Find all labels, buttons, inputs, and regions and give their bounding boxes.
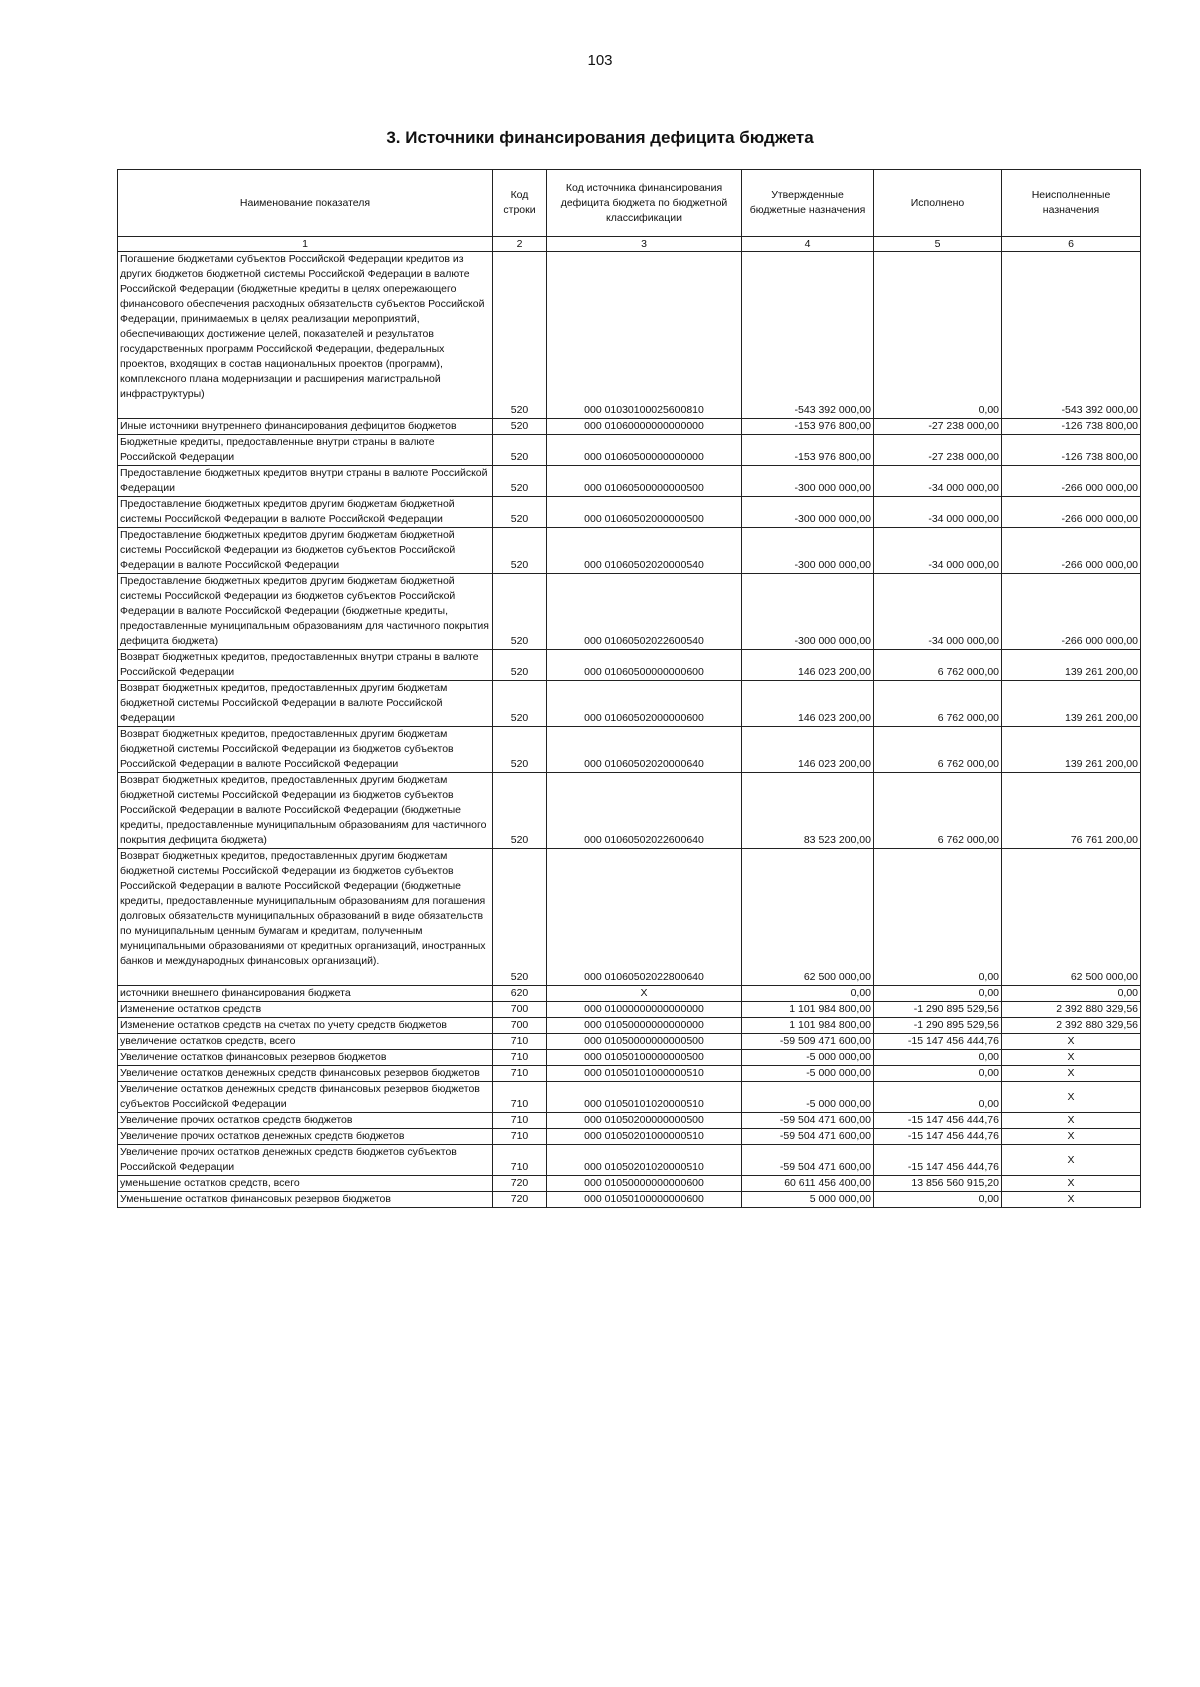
report-table bbox=[117, 169, 1141, 1208]
unexecuted-amount-cell: -543 392 000,00 bbox=[1002, 252, 1141, 419]
executed-amount-cell: -15 147 456 444,76 bbox=[874, 1145, 1002, 1176]
executed-amount-cell: 0,00 bbox=[874, 986, 1002, 1002]
header-unexecuted: Неисполненные назначения bbox=[1002, 170, 1141, 237]
line-code-cell: 520 bbox=[493, 574, 547, 650]
indicator-name-cell: уменьшение остатков средств, всего bbox=[118, 1176, 493, 1192]
table-row bbox=[118, 650, 1141, 681]
executed-amount-cell: 0,00 bbox=[874, 252, 1002, 419]
line-code-cell: 520 bbox=[493, 849, 547, 986]
table-row bbox=[118, 849, 1141, 986]
indicator-name-cell: Предоставление бюджетных кредитов внутри страны в валюте Российской Федерации bbox=[118, 466, 493, 497]
indicator-name-cell: Возврат бюджетных кредитов, предоставленных другим бюджетам бюджетной системы Российской Федерации в валюте Российской Федерации bbox=[118, 681, 493, 727]
line-code-cell: 520 bbox=[493, 466, 547, 497]
table-row bbox=[118, 252, 1141, 419]
column-number: 2 bbox=[493, 237, 547, 252]
unexecuted-amount-cell: X bbox=[1002, 1129, 1141, 1145]
line-code-cell: 710 bbox=[493, 1050, 547, 1066]
indicator-name-cell: Иные источники внутреннего финансирования дефицитов бюджетов bbox=[118, 419, 493, 435]
unexecuted-amount-cell: 76 761 200,00 bbox=[1002, 773, 1141, 849]
line-code-cell: 520 bbox=[493, 727, 547, 773]
unexecuted-amount-cell: X bbox=[1002, 1145, 1141, 1176]
indicator-name-cell: увеличение остатков средств, всего bbox=[118, 1034, 493, 1050]
table-row bbox=[118, 1018, 1141, 1034]
unexecuted-amount-cell: 62 500 000,00 bbox=[1002, 849, 1141, 986]
approved-amount-cell: -153 976 800,00 bbox=[742, 435, 874, 466]
source-code-cell: 000 01050201000000510 bbox=[547, 1129, 742, 1145]
source-code-cell: 000 01060502000000600 bbox=[547, 681, 742, 727]
source-code-cell: 000 01060502022600640 bbox=[547, 773, 742, 849]
indicator-name-cell: Увеличение остатков денежных средств финансовых резервов бюджетов bbox=[118, 1066, 493, 1082]
line-code-cell: 620 bbox=[493, 986, 547, 1002]
line-code-cell: 710 bbox=[493, 1082, 547, 1113]
indicator-name-cell: Возврат бюджетных кредитов, предоставленных другим бюджетам бюджетной системы Российской Федерации из бюджетов субъектов Российской Федерации в валюте Российской Федерации (бюджетные кредиты, предоставленные муниципальным образованиям для частичного покрытия дефицита бюджета) bbox=[118, 773, 493, 849]
unexecuted-amount-cell: X bbox=[1002, 1034, 1141, 1050]
table-row bbox=[118, 528, 1141, 574]
unexecuted-amount-cell: X bbox=[1002, 1192, 1141, 1208]
source-code-cell: 000 01050000000000000 bbox=[547, 1018, 742, 1034]
header-indicator-name: Наименование показателя bbox=[118, 170, 493, 237]
approved-amount-cell: -5 000 000,00 bbox=[742, 1066, 874, 1082]
indicator-name-cell: Предоставление бюджетных кредитов другим бюджетам бюджетной системы Российской Федерации в валюте Российской Федерации bbox=[118, 497, 493, 528]
unexecuted-amount-cell: -266 000 000,00 bbox=[1002, 466, 1141, 497]
unexecuted-amount-cell: X bbox=[1002, 1082, 1141, 1113]
approved-amount-cell: -300 000 000,00 bbox=[742, 497, 874, 528]
approved-amount-cell: -59 504 471 600,00 bbox=[742, 1113, 874, 1129]
header-source-code: Код источника финансирования дефицита бюджета по бюджетной классификации bbox=[547, 170, 742, 237]
unexecuted-amount-cell: X bbox=[1002, 1066, 1141, 1082]
indicator-name-cell: Изменение остатков средств на счетах по учету средств бюджетов bbox=[118, 1018, 493, 1034]
source-code-cell: 000 01060500000000000 bbox=[547, 435, 742, 466]
unexecuted-amount-cell: X bbox=[1002, 1113, 1141, 1129]
source-code-cell: 000 01060000000000000 bbox=[547, 419, 742, 435]
table-row bbox=[118, 986, 1141, 1002]
indicator-name-cell: источники внешнего финансирования бюджета bbox=[118, 986, 493, 1002]
indicator-name-cell: Увеличение прочих остатков денежных средств бюджетов субъектов Российской Федерации bbox=[118, 1145, 493, 1176]
approved-amount-cell: 0,00 bbox=[742, 986, 874, 1002]
line-code-cell: 710 bbox=[493, 1034, 547, 1050]
approved-amount-cell: -300 000 000,00 bbox=[742, 528, 874, 574]
source-code-cell: X bbox=[547, 986, 742, 1002]
indicator-name-cell: Возврат бюджетных кредитов, предоставленных другим бюджетам бюджетной системы Российской Федерации из бюджетов субъектов Российской Федерации в валюте Российской Федерации bbox=[118, 727, 493, 773]
table-body bbox=[118, 252, 1141, 1208]
table-row bbox=[118, 497, 1141, 528]
executed-amount-cell: -15 147 456 444,76 bbox=[874, 1034, 1002, 1050]
indicator-name-cell: Увеличение прочих остатков средств бюджетов bbox=[118, 1113, 493, 1129]
column-number: 5 bbox=[874, 237, 1002, 252]
executed-amount-cell: -15 147 456 444,76 bbox=[874, 1113, 1002, 1129]
table-row bbox=[118, 727, 1141, 773]
line-code-cell: 520 bbox=[493, 528, 547, 574]
executed-amount-cell: 0,00 bbox=[874, 1050, 1002, 1066]
column-number: 3 bbox=[547, 237, 742, 252]
table-row bbox=[118, 419, 1141, 435]
executed-amount-cell: -34 000 000,00 bbox=[874, 497, 1002, 528]
executed-amount-cell: 0,00 bbox=[874, 849, 1002, 986]
source-code-cell: 000 01030100025600810 bbox=[547, 252, 742, 419]
approved-amount-cell: 83 523 200,00 bbox=[742, 773, 874, 849]
unexecuted-amount-cell: X bbox=[1002, 1176, 1141, 1192]
unexecuted-amount-cell: -266 000 000,00 bbox=[1002, 528, 1141, 574]
source-code-cell: 000 01060502022600540 bbox=[547, 574, 742, 650]
header-approved: Утвержденные бюджетные назначения bbox=[742, 170, 874, 237]
line-code-cell: 520 bbox=[493, 435, 547, 466]
line-code-cell: 520 bbox=[493, 681, 547, 727]
source-code-cell: 000 01050000000000500 bbox=[547, 1034, 742, 1050]
source-code-cell: 000 01060502020000540 bbox=[547, 528, 742, 574]
table-row bbox=[118, 1034, 1141, 1050]
indicator-name-cell: Бюджетные кредиты, предоставленные внутри страны в валюте Российской Федерации bbox=[118, 435, 493, 466]
unexecuted-amount-cell: 0,00 bbox=[1002, 986, 1141, 1002]
column-number: 1 bbox=[118, 237, 493, 252]
column-number-row bbox=[118, 237, 1141, 252]
executed-amount-cell: -34 000 000,00 bbox=[874, 528, 1002, 574]
approved-amount-cell: -300 000 000,00 bbox=[742, 466, 874, 497]
table-row bbox=[118, 466, 1141, 497]
source-code-cell: 000 01060502022800640 bbox=[547, 849, 742, 986]
source-code-cell: 000 01050000000000600 bbox=[547, 1176, 742, 1192]
line-code-cell: 520 bbox=[493, 419, 547, 435]
header-line-code: Код строки bbox=[493, 170, 547, 237]
unexecuted-amount-cell: -266 000 000,00 bbox=[1002, 497, 1141, 528]
line-code-cell: 520 bbox=[493, 252, 547, 419]
approved-amount-cell: -543 392 000,00 bbox=[742, 252, 874, 419]
unexecuted-amount-cell: 2 392 880 329,56 bbox=[1002, 1018, 1141, 1034]
unexecuted-amount-cell: X bbox=[1002, 1050, 1141, 1066]
source-code-cell: 000 01050200000000500 bbox=[547, 1113, 742, 1129]
line-code-cell: 520 bbox=[493, 650, 547, 681]
unexecuted-amount-cell: 2 392 880 329,56 bbox=[1002, 1002, 1141, 1018]
indicator-name-cell: Уменьшение остатков финансовых резервов бюджетов bbox=[118, 1192, 493, 1208]
unexecuted-amount-cell: 139 261 200,00 bbox=[1002, 681, 1141, 727]
table-row bbox=[118, 1113, 1141, 1129]
approved-amount-cell: 5 000 000,00 bbox=[742, 1192, 874, 1208]
approved-amount-cell: 146 023 200,00 bbox=[742, 681, 874, 727]
line-code-cell: 520 bbox=[493, 497, 547, 528]
indicator-name-cell: Увеличение остатков финансовых резервов бюджетов bbox=[118, 1050, 493, 1066]
table-row bbox=[118, 1082, 1141, 1113]
executed-amount-cell: -1 290 895 529,56 bbox=[874, 1002, 1002, 1018]
table-row bbox=[118, 1192, 1141, 1208]
line-code-cell: 710 bbox=[493, 1066, 547, 1082]
line-code-cell: 720 bbox=[493, 1192, 547, 1208]
approved-amount-cell: 1 101 984 800,00 bbox=[742, 1002, 874, 1018]
unexecuted-amount-cell: -126 738 800,00 bbox=[1002, 435, 1141, 466]
source-code-cell: 000 01060502000000500 bbox=[547, 497, 742, 528]
table-row bbox=[118, 1050, 1141, 1066]
executed-amount-cell: -1 290 895 529,56 bbox=[874, 1018, 1002, 1034]
table-header-row bbox=[118, 170, 1141, 237]
table-row bbox=[118, 435, 1141, 466]
section-title: 3. Источники финансирования дефицита бюджета bbox=[386, 128, 814, 147]
indicator-name-cell: Изменение остатков средств bbox=[118, 1002, 493, 1018]
unexecuted-amount-cell: -266 000 000,00 bbox=[1002, 574, 1141, 650]
approved-amount-cell: 1 101 984 800,00 bbox=[742, 1018, 874, 1034]
source-code-cell: 000 01050100000000600 bbox=[547, 1192, 742, 1208]
source-code-cell: 000 01050101000000510 bbox=[547, 1066, 742, 1082]
line-code-cell: 710 bbox=[493, 1129, 547, 1145]
source-code-cell: 000 01060500000000500 bbox=[547, 466, 742, 497]
indicator-name-cell: Погашение бюджетами субъектов Российской Федерации кредитов из других бюджетов бюджетной системы Российской Федерации в валюте Российской Федерации (бюджетные кредиты в целях опережающего финансового обеспечения расходных обязательств субъектов Российской Федерации, принимаемых в целях реализации мероприятий, обеспечивающих достижение целей, показателей и результатов государственных программ Российской Федерации, федеральных проектов, входящих в состав национальных проектов (программ), комплексного плана модернизации и расширения магистральной инфраструктуры) bbox=[118, 252, 493, 419]
table-row bbox=[118, 1066, 1141, 1082]
header-executed: Исполнено bbox=[874, 170, 1002, 237]
unexecuted-amount-cell: 139 261 200,00 bbox=[1002, 650, 1141, 681]
approved-amount-cell: -5 000 000,00 bbox=[742, 1082, 874, 1113]
source-code-cell: 000 01060502020000640 bbox=[547, 727, 742, 773]
line-code-cell: 710 bbox=[493, 1145, 547, 1176]
line-code-cell: 700 bbox=[493, 1018, 547, 1034]
executed-amount-cell: 0,00 bbox=[874, 1066, 1002, 1082]
approved-amount-cell: -5 000 000,00 bbox=[742, 1050, 874, 1066]
executed-amount-cell: 6 762 000,00 bbox=[874, 727, 1002, 773]
approved-amount-cell: -59 504 471 600,00 bbox=[742, 1145, 874, 1176]
unexecuted-amount-cell: 139 261 200,00 bbox=[1002, 727, 1141, 773]
unexecuted-amount-cell: -126 738 800,00 bbox=[1002, 419, 1141, 435]
source-code-cell: 000 01050201020000510 bbox=[547, 1145, 742, 1176]
table-row bbox=[118, 1129, 1141, 1145]
column-number: 4 bbox=[742, 237, 874, 252]
source-code-cell: 000 01000000000000000 bbox=[547, 1002, 742, 1018]
source-code-cell: 000 01050101020000510 bbox=[547, 1082, 742, 1113]
source-code-cell: 000 01060500000000600 bbox=[547, 650, 742, 681]
approved-amount-cell: -300 000 000,00 bbox=[742, 574, 874, 650]
line-code-cell: 520 bbox=[493, 773, 547, 849]
table-row bbox=[118, 574, 1141, 650]
table-row bbox=[118, 773, 1141, 849]
executed-amount-cell: -27 238 000,00 bbox=[874, 435, 1002, 466]
line-code-cell: 720 bbox=[493, 1176, 547, 1192]
column-number: 6 bbox=[1002, 237, 1141, 252]
table-row bbox=[118, 1002, 1141, 1018]
table-row bbox=[118, 1145, 1141, 1176]
approved-amount-cell: -59 509 471 600,00 bbox=[742, 1034, 874, 1050]
executed-amount-cell: -34 000 000,00 bbox=[874, 466, 1002, 497]
table-row bbox=[118, 1176, 1141, 1192]
approved-amount-cell: -153 976 800,00 bbox=[742, 419, 874, 435]
executed-amount-cell: -34 000 000,00 bbox=[874, 574, 1002, 650]
approved-amount-cell: -59 504 471 600,00 bbox=[742, 1129, 874, 1145]
executed-amount-cell: 13 856 560 915,20 bbox=[874, 1176, 1002, 1192]
indicator-name-cell: Увеличение прочих остатков денежных средств бюджетов bbox=[118, 1129, 493, 1145]
executed-amount-cell: -15 147 456 444,76 bbox=[874, 1129, 1002, 1145]
approved-amount-cell: 146 023 200,00 bbox=[742, 650, 874, 681]
approved-amount-cell: 146 023 200,00 bbox=[742, 727, 874, 773]
source-code-cell: 000 01050100000000500 bbox=[547, 1050, 742, 1066]
indicator-name-cell: Предоставление бюджетных кредитов другим бюджетам бюджетной системы Российской Федерации из бюджетов субъектов Российской Федерации в валюте Российской Федерации bbox=[118, 528, 493, 574]
indicator-name-cell: Предоставление бюджетных кредитов другим бюджетам бюджетной системы Российской Федерации из бюджетов субъектов Российской Федерации в валюте Российской Федерации (бюджетные кредиты, предоставленные муниципальным образованиям для частичного покрытия дефицита бюджета) bbox=[118, 574, 493, 650]
approved-amount-cell: 60 611 456 400,00 bbox=[742, 1176, 874, 1192]
executed-amount-cell: 0,00 bbox=[874, 1082, 1002, 1113]
indicator-name-cell: Увеличение остатков денежных средств финансовых резервов бюджетов субъектов Российской Федерации bbox=[118, 1082, 493, 1113]
executed-amount-cell: 6 762 000,00 bbox=[874, 773, 1002, 849]
executed-amount-cell: 6 762 000,00 bbox=[874, 650, 1002, 681]
indicator-name-cell: Возврат бюджетных кредитов, предоставленных внутри страны в валюте Российской Федерации bbox=[118, 650, 493, 681]
page-number: 103 bbox=[587, 52, 613, 69]
indicator-name-cell: Возврат бюджетных кредитов, предоставленных другим бюджетам бюджетной системы Российской Федерации из бюджетов субъектов Российской Федерации в валюте Российской Федерации (бюджетные кредиты, предоставленные муниципальным образованиям для погашения долговых обязательств муниципальных образований в виде обязательств по муниципальным ценным бумагам и кредитам, полученным муниципальными образованиями от кредитных организаций, иностранных банков и международных финансовых организаций). bbox=[118, 849, 493, 986]
approved-amount-cell: 62 500 000,00 bbox=[742, 849, 874, 986]
line-code-cell: 710 bbox=[493, 1113, 547, 1129]
executed-amount-cell: 0,00 bbox=[874, 1192, 1002, 1208]
line-code-cell: 700 bbox=[493, 1002, 547, 1018]
executed-amount-cell: -27 238 000,00 bbox=[874, 419, 1002, 435]
table-row bbox=[118, 681, 1141, 727]
executed-amount-cell: 6 762 000,00 bbox=[874, 681, 1002, 727]
